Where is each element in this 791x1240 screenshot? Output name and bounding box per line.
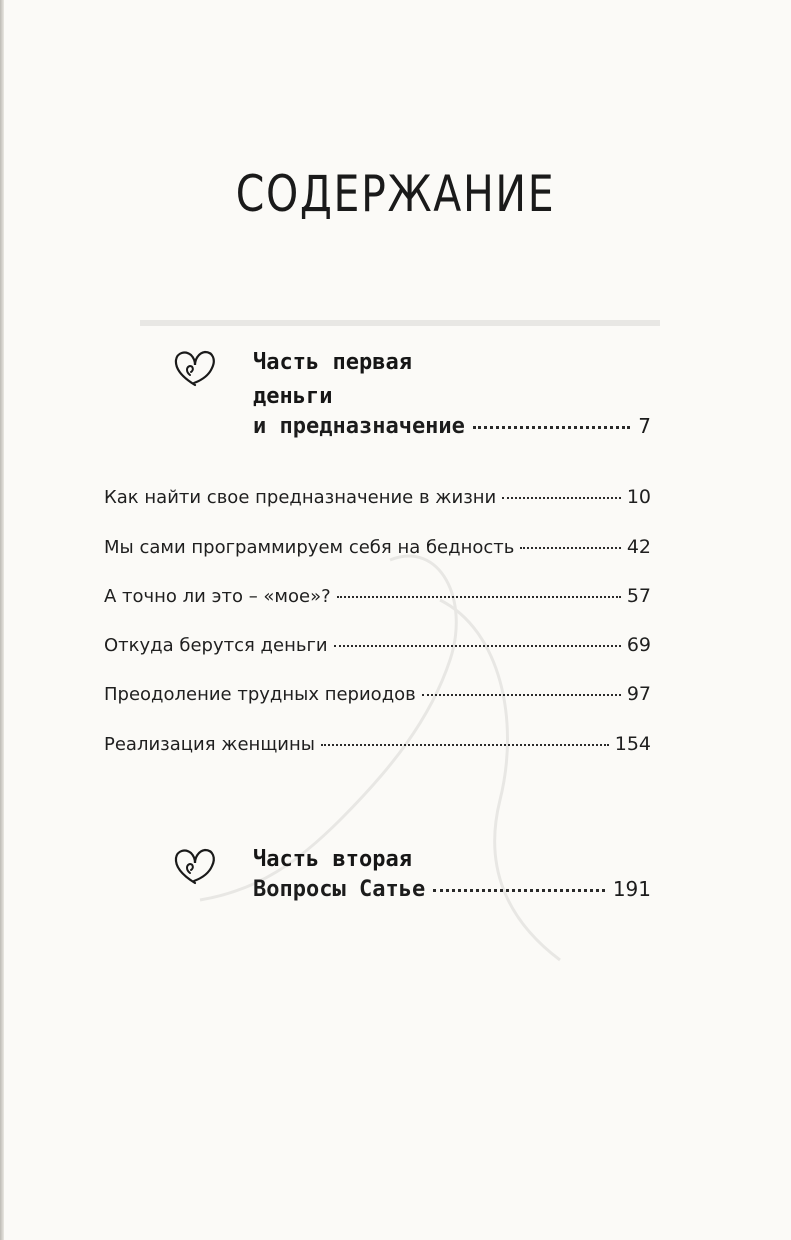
page-edge-shadow	[0, 0, 4, 1240]
part-1-title-line-1: Часть первая	[253, 350, 412, 375]
toc-entry[interactable]	[104, 683, 651, 705]
part-1-title-line-3: и предназначение	[253, 414, 465, 439]
dot-leader	[321, 744, 609, 746]
chapter-page-number: 57	[626, 585, 651, 607]
toc-entry[interactable]	[104, 634, 651, 656]
toc-entry[interactable]	[104, 536, 651, 558]
dot-leader	[337, 596, 621, 598]
chapter-title: Как найти свое предназначение в жизни	[104, 487, 497, 508]
dot-leader	[334, 645, 621, 647]
dot-leader	[473, 426, 630, 429]
part-1-title-line-2: деньги	[253, 384, 333, 409]
chapter-page-number: 97	[626, 683, 651, 705]
chapter-title: Мы сами программируем себя на бедность	[104, 537, 515, 558]
chapter-page-number: 154	[614, 733, 651, 755]
dot-leader	[433, 889, 605, 892]
dot-leader	[502, 497, 621, 499]
dot-leader	[422, 694, 621, 696]
chapter-page-number: 42	[626, 536, 651, 558]
dot-leader	[520, 547, 620, 549]
chapter-page-number: 69	[626, 634, 651, 656]
part-2-title-line-2: Вопросы Сатье	[253, 877, 426, 902]
heart-icon	[172, 843, 218, 889]
page-title: СОДЕРЖАНИЕ	[235, 165, 556, 223]
part-1-page-number: 7	[638, 414, 651, 438]
toc-entry[interactable]	[104, 486, 651, 508]
part-2-title-line-1: Часть вторая	[253, 847, 412, 872]
part-1-entry[interactable]	[253, 414, 651, 448]
chapter-title: А точно ли это – «мое»?	[104, 586, 331, 607]
part-2-page-number: 191	[612, 877, 651, 901]
chapter-page-number: 10	[626, 486, 651, 508]
part-2-entry[interactable]	[253, 877, 651, 911]
heart-icon	[172, 345, 218, 391]
chapter-title: Откуда берутся деньги	[104, 635, 328, 656]
chapter-title: Преодоление трудных периодов	[104, 684, 416, 705]
chapter-title: Реализация женщины	[104, 734, 315, 755]
toc-entry[interactable]	[104, 733, 651, 755]
toc-entry[interactable]	[104, 585, 651, 607]
